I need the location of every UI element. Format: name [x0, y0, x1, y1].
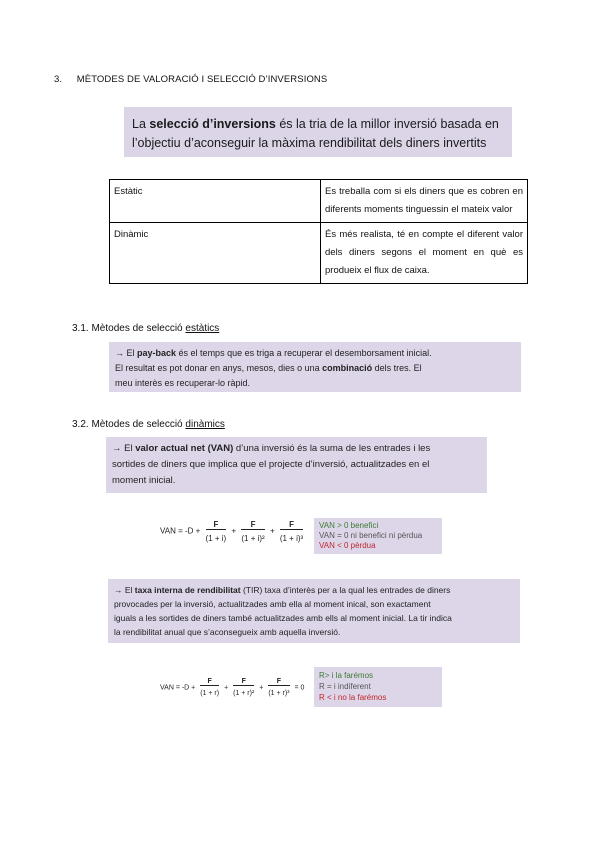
- section-title: MÈTODES DE VALORACIÓ I SELECCIÓ D’INVERSIONS: [76, 74, 328, 85]
- table-row: [110, 223, 528, 284]
- comparison-table: [109, 179, 528, 284]
- table-cell-value: Es treballa com si els diners que es cobren en diferents moments tinguessin el mateix valor: [321, 180, 528, 223]
- table-cell-key: Dinàmic: [110, 223, 321, 284]
- payback-term: pay-back: [137, 348, 177, 358]
- payback-box: → El pay-back és el temps que es triga a recuperar el desemborsament inicial. El resultat es pot donar en anys, mesos, dies o una combinació dels tres. El meu interès es recuperar-lo ràpid.: [109, 342, 521, 392]
- tir-legend: R> i la farémos R = i indiferent R < i no la farémos: [314, 667, 442, 707]
- van-legend: VAN > 0 benefici VAN = 0 ni benefici ni pèrdua VAN < 0 pèrdua: [314, 518, 442, 554]
- table-cell-key: Estàtic: [110, 180, 321, 223]
- definition-term: selecció d’inversions: [149, 117, 276, 131]
- section-heading: [54, 74, 327, 85]
- subsection-32-title: 3.2. Mètodes de selecció dinàmics: [72, 419, 225, 430]
- definition-line-1: La selecció d’inversions és la tria de la millor inversió basada en: [132, 117, 499, 131]
- subsection-31-title: 3.1. Mètodes de selecció estàtics: [72, 323, 220, 334]
- van-formula: VAN = -D + $\frac{F}{(1 + i)}$ + $\frac{F}{\text{(1 + i)²}}$ + $\frac{F}{\text{(1 + i)³}}$: [160, 520, 304, 543]
- tir-box: → El taxa interna de rendibilitat (TIR) taxa d’interès per a la qual les entrades de diners provocades per la inversió, actualitzades amb ella al moment inical, son exactament iguals a les sortides de diners també actualitzades amb ells al moment inicial. La tir indica la rendibilitat anual que s’aconsegueix amb aquella inversió.: [108, 579, 520, 643]
- tir-formula: VAN = -D + $\frac{F}{(1 + r)}$ + $\frac{F}{\text{(1 + r)²}}$ + $\frac{F}{\text{(1 + r)³}}$ = 0: [160, 678, 305, 697]
- tir-term: taxa interna de rendibilitat: [134, 585, 241, 595]
- table-cell-value: És més realista, té en compte el diferent valor dels diners segons el moment en què es produeix el flux de caixa.: [321, 223, 528, 284]
- table-row: [110, 180, 528, 223]
- section-number: 3.: [54, 74, 63, 85]
- definition-line-2: l’objectiu d’aconseguir la màxima rendibilitat dels diners invertits: [132, 136, 487, 150]
- definition-box: [124, 107, 512, 157]
- van-term: valor actual net (VAN): [135, 443, 234, 454]
- van-box: → El valor actual net (VAN) d’una inversió és la suma de les entrades i les sortides de diners que implica que el projecte d’inversió, actualitzades en el moment inicial.: [106, 437, 487, 493]
